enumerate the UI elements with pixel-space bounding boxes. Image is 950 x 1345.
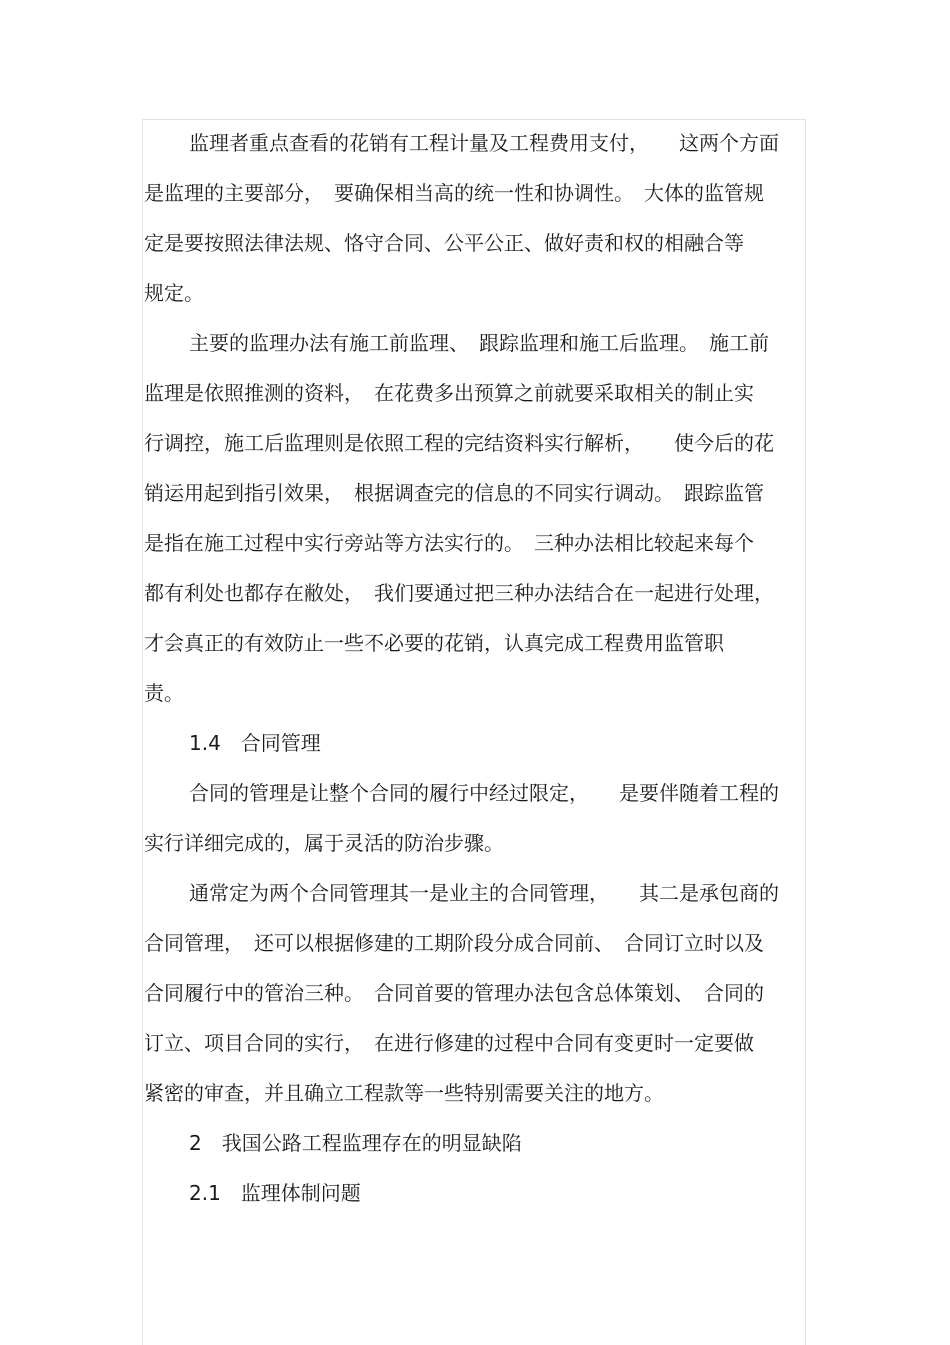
text-line: 责。 bbox=[144, 681, 184, 705]
text-line: 合同的管理是让整个合同的履行中经过限定， 是要伴随着工程的 bbox=[189, 781, 779, 805]
text-line: 订立、项目合同的实行， 在进行修建的过程中合同有变更时一定要做 bbox=[144, 1031, 754, 1055]
paragraph bbox=[144, 118, 804, 318]
section-heading: 1.4 合同管理 bbox=[189, 731, 321, 755]
text-line: 监理是依照推测的资料， 在花费多出预算之前就要采取相关的制止实 bbox=[144, 381, 754, 405]
text-line: 监理者重点查看的花销有工程计量及工程费用支付， 这两个方面 bbox=[189, 131, 779, 155]
text-line: 合同履行中的管治三种。 合同首要的管理办法包含总体策划、 合同的 bbox=[144, 981, 764, 1005]
text-line: 都有利处也都存在敝处， 我们要通过把三种办法结合在一起进行处理， bbox=[144, 581, 774, 605]
text-line: 合同管理， 还可以根据修建的工期阶段分成合同前、 合同订立时以及 bbox=[144, 931, 764, 955]
text-line: 通常定为两个合同管理其一是业主的合同管理， 其二是承包商的 bbox=[189, 881, 779, 905]
text-line: 定是要按照法律法规、恪守合同、公平公正、做好责和权的相融合等 bbox=[144, 231, 744, 255]
paragraph bbox=[144, 318, 804, 718]
text-line: 行调控，施工后监理则是依照工程的完结资料实行解析， 使今后的花 bbox=[144, 431, 774, 455]
text-line: 是指在施工过程中实行旁站等方法实行的。 三种办法相比较起来每个 bbox=[144, 531, 754, 555]
text-line: 才会真正的有效防止一些不必要的花销，认真完成工程费用监管职 bbox=[144, 631, 724, 655]
text-line: 销运用起到指引效果， 根据调查完的信息的不同实行调动。 跟踪监管 bbox=[144, 481, 764, 505]
paragraph bbox=[144, 868, 804, 1118]
section-heading: 2.1 监理体制问题 bbox=[189, 1181, 361, 1205]
text-line: 主要的监理办法有施工前监理、 跟踪监理和施工后监理。 施工前 bbox=[189, 331, 769, 355]
document-body bbox=[144, 118, 804, 1218]
paragraph bbox=[144, 768, 804, 868]
text-line: 是监理的主要部分， 要确保相当高的统一性和协调性。 大体的监管规 bbox=[144, 181, 764, 205]
text-line: 实行详细完成的，属于灵活的防治步骤。 bbox=[144, 831, 504, 855]
text-line: 规定。 bbox=[144, 281, 204, 305]
text-line: 紧密的审查，并且确立工程款等一些特别需要关注的地方。 bbox=[144, 1081, 664, 1105]
section-heading: 2 我国公路工程监理存在的明显缺陷 bbox=[189, 1131, 522, 1155]
